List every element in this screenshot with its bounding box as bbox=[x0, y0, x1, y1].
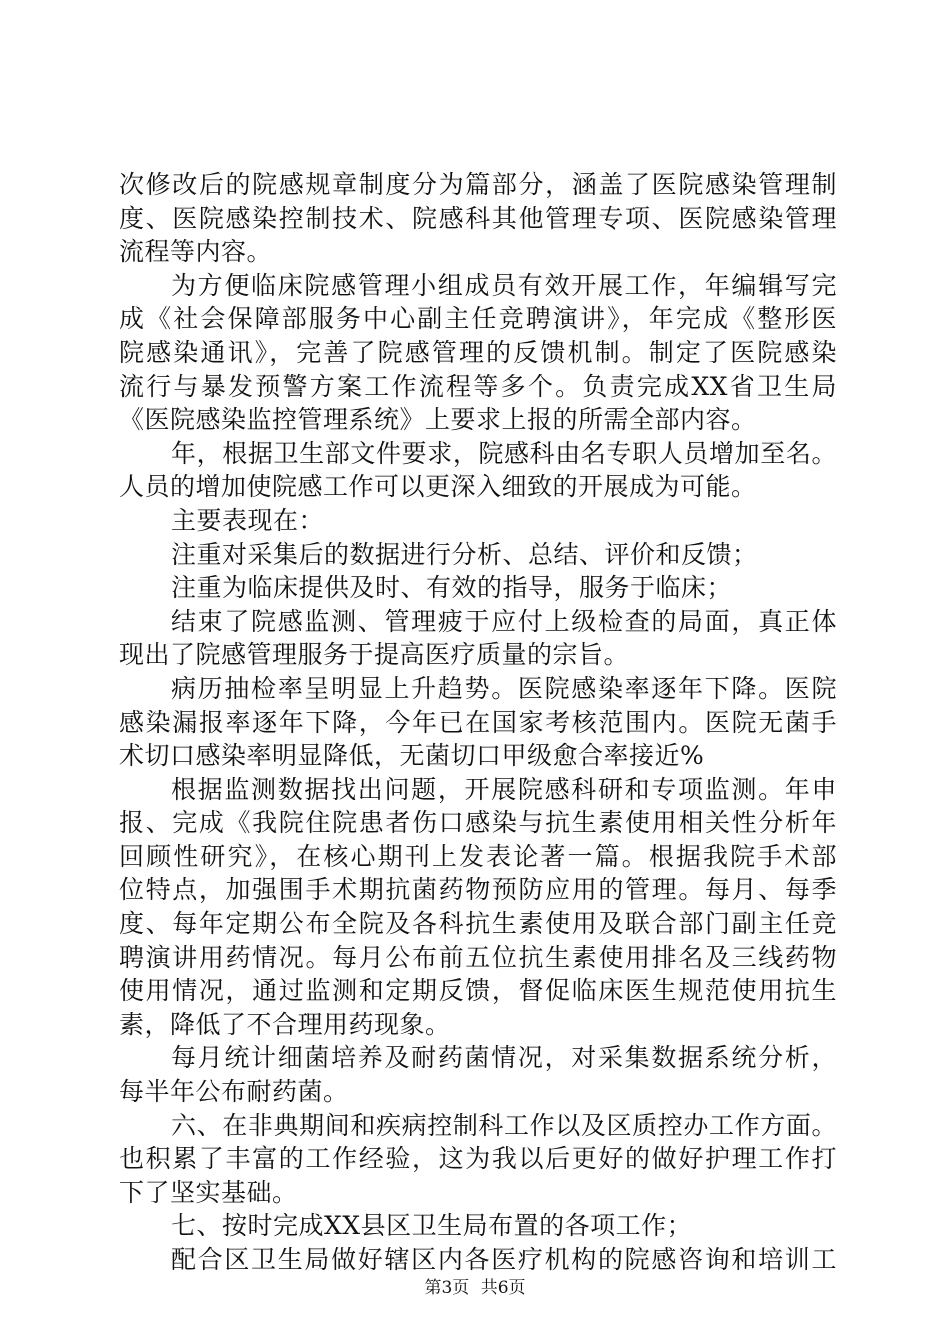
text-line: 现出了院感管理服务于提高医疗质量的宗旨。 bbox=[119, 640, 630, 670]
text-line: 感染漏报率逐年下降，今年已在国家考核范围内。医院无菌手 bbox=[119, 707, 837, 737]
text-line: 年，根据卫生部文件要求，院感科由名专职人员增加至名。 bbox=[171, 438, 837, 468]
text-line: 《医院感染监控管理系统》上要求上报的所需全部内容。 bbox=[119, 405, 757, 435]
text-line: 每月统计细菌培养及耐药菌情况，对采集数据系统分析， bbox=[171, 1043, 837, 1073]
text-line: 使用情况，通过监测和定期反馈，督促临床医生规范使用抗生 bbox=[119, 976, 837, 1006]
text-line: 每半年公布耐药菌。 bbox=[119, 1077, 349, 1107]
text-line: 聘演讲用药情况。每月公布前五位抗生素使用排名及三线药物 bbox=[119, 942, 837, 972]
text-line: 度、医院感染控制技术、院感科其他管理专项、医院感染管理 bbox=[119, 203, 837, 233]
text-line: 回顾性研究》，在核心期刊上发表论著一篇。根据我院手术部 bbox=[119, 841, 837, 871]
text-line: 流行与暴发预警方案工作流程等多个。负责完成XX省卫生局 bbox=[119, 371, 837, 401]
text-line: 注重为临床提供及时、有效的指导，服务于临床； bbox=[171, 573, 733, 603]
text-line: 主要表现在： bbox=[171, 505, 325, 535]
text-line: 配合区卫生局做好辖区内各医疗机构的院感咨询和培训工 bbox=[171, 1245, 837, 1274]
text-line: 根据监测数据找出问题，开展院感科研和专项监测。年申 bbox=[171, 774, 837, 804]
text-line: 注重对采集后的数据进行分析、总结、评价和反馈； bbox=[171, 539, 758, 569]
text-line: 次修改后的院感规章制度分为篇部分，涵盖了医院感染管理制 bbox=[119, 170, 837, 199]
document-body bbox=[119, 168, 837, 1277]
text-line: 度、每年定期公布全院及各科抗生素使用及联合部门副主任竞 bbox=[119, 909, 837, 939]
text-line: 下了坚实基础。 bbox=[119, 1177, 298, 1207]
text-line: 院感染通讯》，完善了院感管理的反馈机制。制定了医院感染 bbox=[119, 337, 837, 367]
text-line: 成《社会保障部服务中心副主任竞聘演讲》，年完成《整形医 bbox=[119, 304, 837, 334]
text-line: 素，降低了不合理用药现象。 bbox=[119, 1009, 451, 1039]
text-line: 病历抽检率呈明显上升趋势。医院感染率逐年下降。医院 bbox=[171, 673, 837, 703]
page-number: 第3页 bbox=[424, 1278, 470, 1298]
text-line: 为方便临床院感管理小组成员有效开展工作，年编辑写完 bbox=[171, 270, 837, 300]
text-line: 流程等内容。 bbox=[119, 237, 273, 267]
page-total: 共6页 bbox=[480, 1278, 526, 1298]
text-line: 七、按时完成XX县区卫生局布置的各项工作； bbox=[171, 1211, 693, 1241]
page-footer bbox=[0, 1273, 950, 1298]
text-line: 人员的增加使院感工作可以更深入细致的开展成为可能。 bbox=[119, 472, 757, 502]
text-line: 位特点，加强围手术期抗菌药物预防应用的管理。每月、每季 bbox=[119, 875, 837, 905]
text-line: 六、在非典期间和疾病控制科工作以及区质控办工作方面。 bbox=[171, 1110, 837, 1140]
text-line: 术切口感染率明显降低，无菌切口甲级愈合率接近% bbox=[119, 741, 705, 771]
text-line: 报、完成《我院住院患者伤口感染与抗生素使用相关性分析年 bbox=[119, 808, 837, 838]
text-line: 也积累了丰富的工作经验，这为我以后更好的做好护理工作打 bbox=[119, 1144, 837, 1174]
text-line: 结束了院感监测、管理疲于应付上级检查的局面，真正体 bbox=[171, 606, 837, 636]
